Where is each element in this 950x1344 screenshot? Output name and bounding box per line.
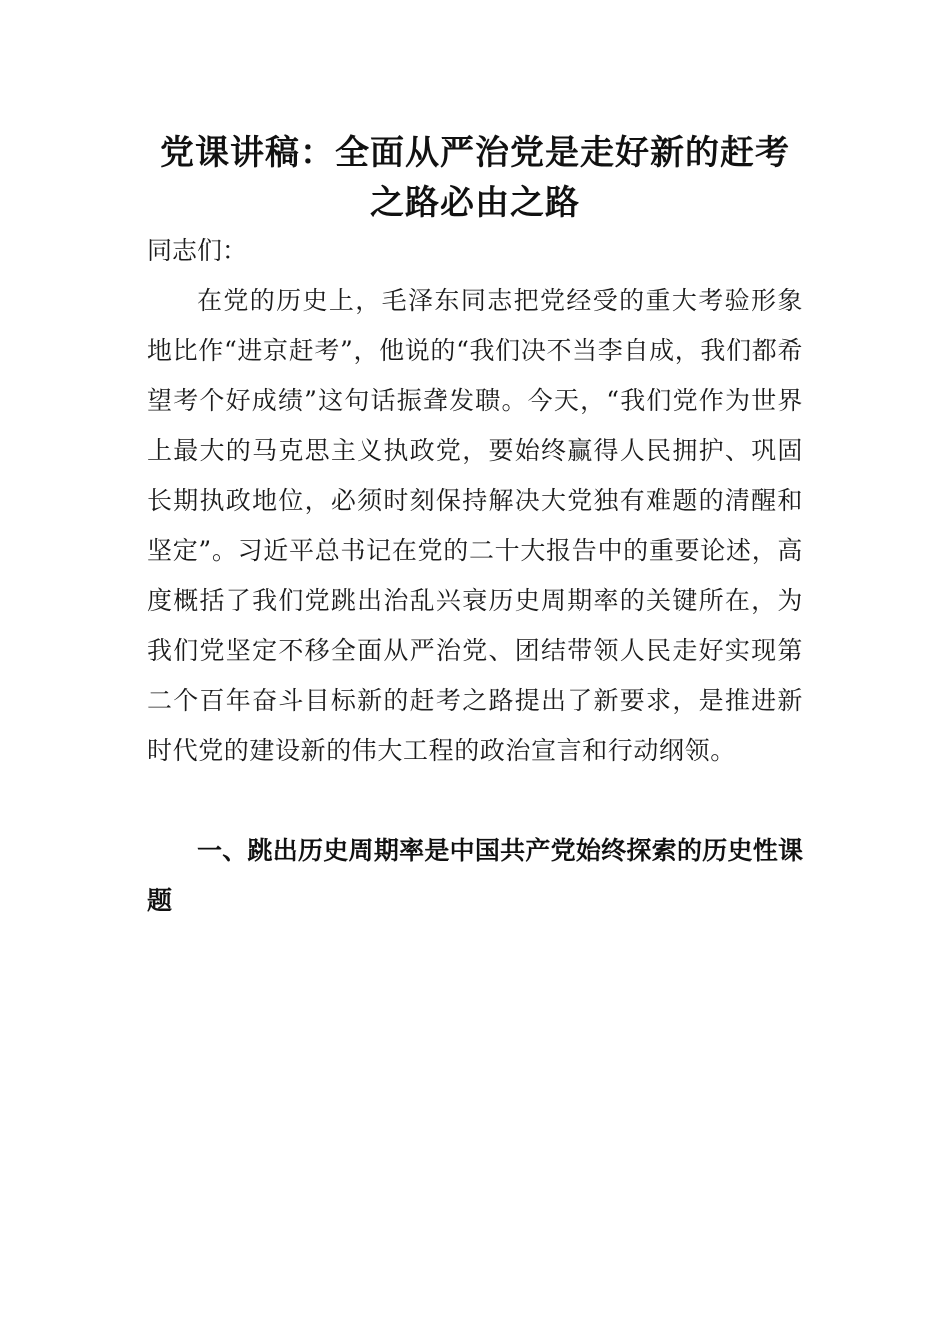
salutation: 同志们： (147, 236, 248, 265)
section-heading: 一、跳出历史周期率是中国共产党始终探索的历史性课题 (147, 836, 803, 915)
body-paragraph: 在党的历史上，毛泽东同志把党经受的重大考验形象地比作“进京赶考”，他说的“我们决不当李自成，我们都希望考个好成绩”这句话振聋发聩。今天，“我们党作为世界上最大的马克思主义执政党，要始终赢得人民拥护、巩固长期执政地位，必须时刻保持解决大党独有难题的清醒和坚定”。习近平总书记在党的二十大报告中的重要论述，高度概括了我们党跳出治乱兴衰历史周期率的关键所在，为我们党坚定不移全面从严治党、团结带领人民走好实现第二个百年奋斗目标新的赶考之路提出了新要求，是推进新时代党的建设新的伟大工程的政治宣言和行动纲领。 (147, 286, 803, 765)
document-title: 党课讲稿：全面从严治党是走好新的赶考之路必由之路 (160, 133, 790, 223)
